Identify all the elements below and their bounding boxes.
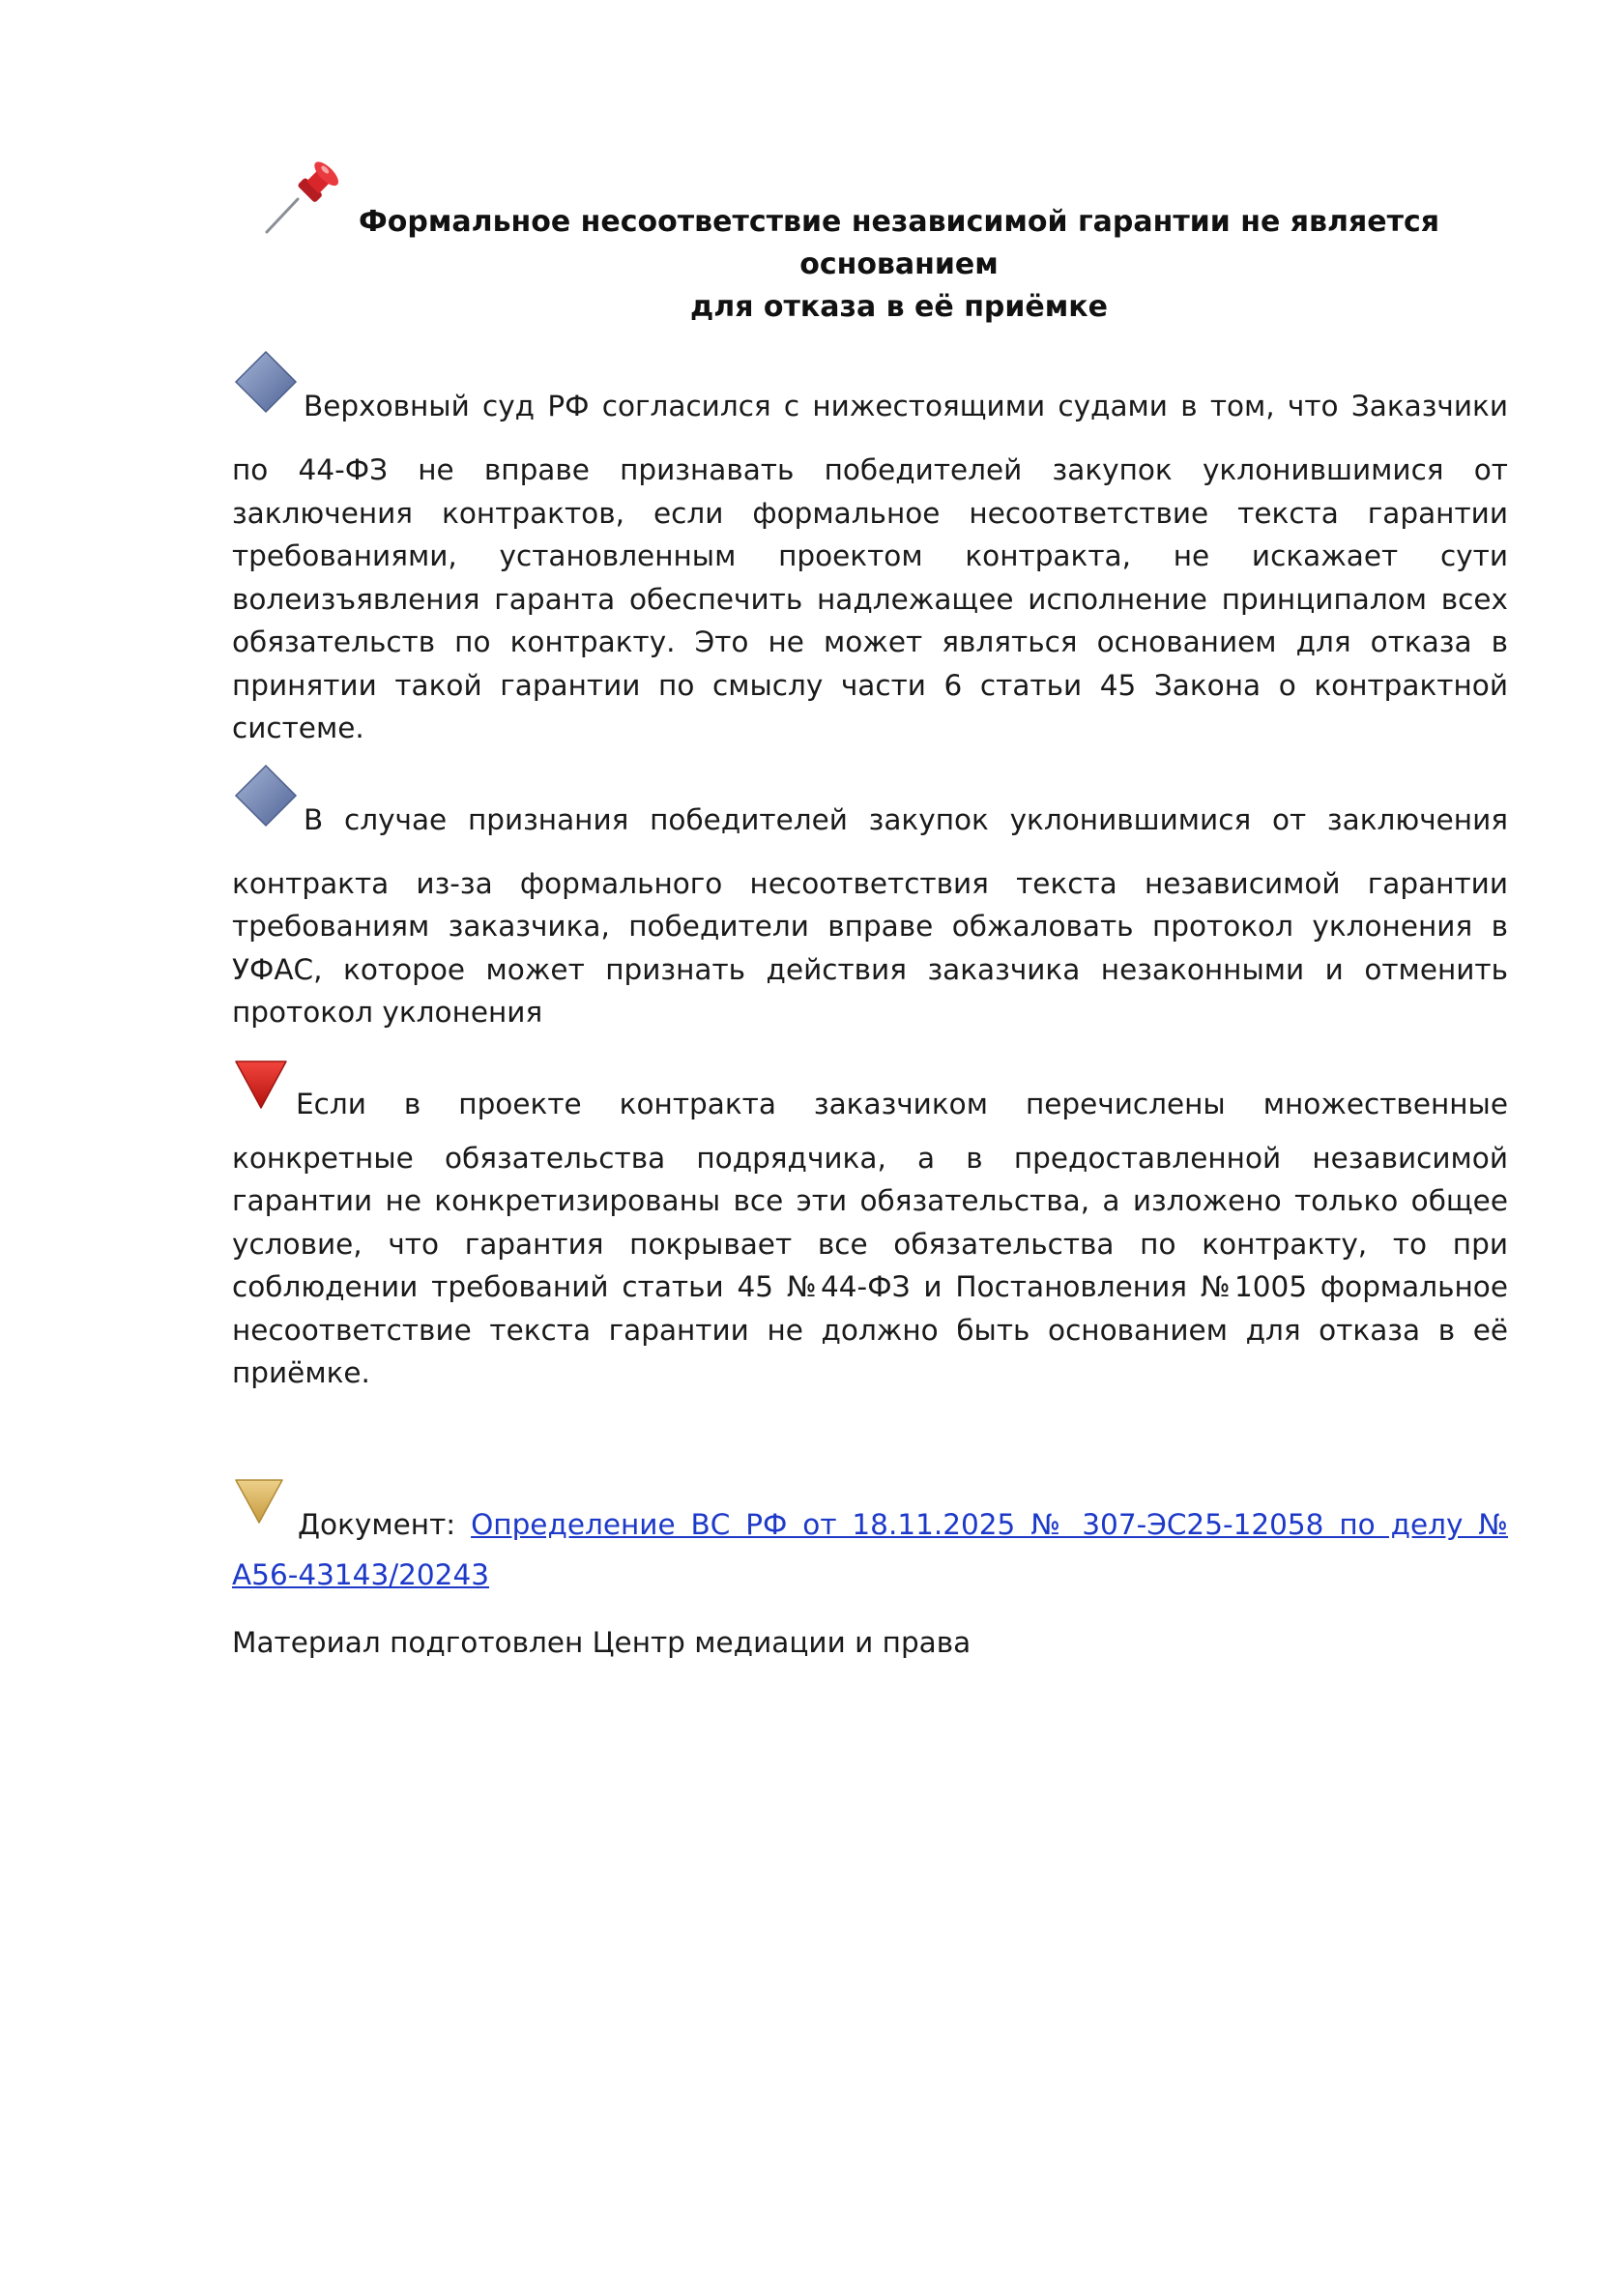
blue-diamond-icon [232,764,300,828]
paragraph-3-text: Если в проекте контракта заказчиком перечислены множественные конкретные обязательства подрядчика, а в предоставленной независимой гарантии не конкретизированы все эти обязательства, а изложено только общее условие, что гарантия покрывает все обязательства по контракту, то при соблюдении требований статьи 45 №44-ФЗ и Постановления №1005 формальное несоответствие текста гарантии не должно быть основанием для отказа в её приёмке. [232,1087,1508,1389]
document-content [232,145,1508,1665]
footer-note: Материал подготовлен Центр медиации и права [232,1626,972,1659]
red-triangle-down-icon [232,1058,290,1112]
blue-diamond-icon [232,350,300,414]
document-label: Документ: [298,1507,472,1541]
document-reference [232,1503,1508,1597]
pushpin-icon [259,155,342,238]
paragraph-1 [232,385,1508,750]
document-link[interactable]: Определение ВС РФ от 18.11.2025 № 307-ЭС25-12058 по делу № А56-43143/20243 [232,1507,1508,1591]
title-line-1: Формальное несоответствие независимой гарантии не является основанием [359,205,1439,281]
title-line-2: для отказа в её приёмке [690,290,1108,324]
paragraph-1-text: Верховный суд РФ согласился с нижестоящими судами в том, что Заказчики по 44-ФЗ не вправе признавать победителей закупок уклонившимися от заключения контрактов, если формальное несоответствие текста гарантии требованиями, установленным проектом контракта, не искажает сути волеизъявления гаранта обеспечить надлежащее исполнение принципалом всех обязательств по контракту. Это не может являться основанием для отказа в принятии такой гарантии по смыслу части 6 статьи 45 Закона о контрактной системе. [232,390,1508,744]
paragraph-3 [232,1083,1508,1395]
paragraph-2-text: В случае признания победителей закупок уклонившимися от заключения контракта из-за формального несоответствия текста независимой гарантии требованиям заказчика, победители вправе обжаловать протокол уклонения в УФАС, которое может признать действия заказчика незаконными и отменить протокол уклонения [232,802,1508,1029]
yellow-triangle-down-icon [232,1476,286,1526]
title-block [232,145,1508,329]
paragraph-2 [232,799,1508,1034]
